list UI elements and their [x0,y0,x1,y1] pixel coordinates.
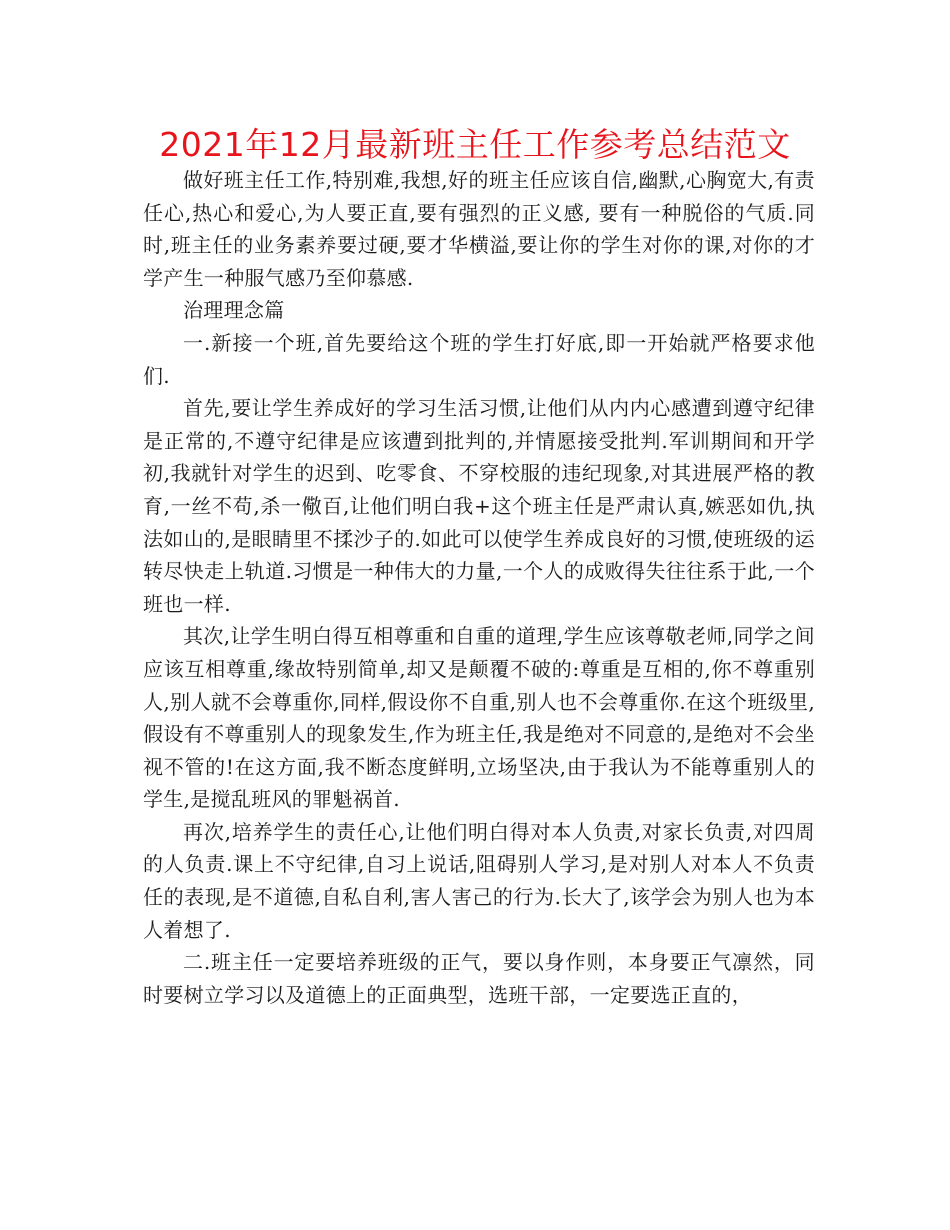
paragraph-point-two: 二.班主任一定要培养班级的正气，要以身作则，本身要正气凛然，同时要树立学习以及道德上的正面典型，选班干部，一定要选正直的， [143,950,815,1007]
paragraph-second: 其次,让学生明白得互相尊重和自重的道理,学生应该尊敬老师,同学之间应该互相尊重,缘故特别简单,却又是颠覆不破的:尊重是互相的,你不尊重别人,别人就不会尊重你,同样,假设你不自重,别人也不会尊重你.在这个班级里,假设有不尊重别人的现象发生,作为班主任,我是绝对不同意的,是绝对不会坐视不管的!在这方面,我不断态度鲜明,立场坚决,由于我认为不能尊重别人的学生,是搅乱班风的罪魁祸首. [143,624,815,812]
paragraph-first: 首先,要让学生养成好的学习生活习惯,让他们从内内心感遭到遵守纪律是正常的,不遵守纪律是应该遭到批判的,并情愿接受批判.军训期间和开学初,我就针对学生的迟到、吃零食、不穿校服的违纪现象,对其进展严格的教育,一丝不苟,杀一儆百,让他们明白我+这个班主任是严肃认真,嫉恶如仇,执法如山的,是眼睛里不揉沙子的.如此可以使学生养成良好的习惯,使班级的运转尽快走上轨道.习惯是一种伟大的力量,一个人的成败得失往往系于此,一个班也一样. [143,396,815,616]
paragraph-intro: 做好班主任工作,特别难,我想,好的班主任应该自信,幽默,心胸宽大,有责任心,热心和爱心,为人要正直,要有强烈的正义感, 要有一种脱俗的气质.同时,班主任的业务素养要过硬,要才华横溢,要让你的学生对你的课,对你的才学产生一种服气感乃至仰慕感. [143,168,815,290]
document-body [143,164,815,1011]
document-title: 2021年12月最新班主任工作参考总结范文 [159,125,791,164]
paragraph-point-one: 一.新接一个班,首先要给这个班的学生打好底,即一开始就严格要求他们. [143,330,815,388]
section-heading: 治理理念篇 [183,298,285,323]
paragraph-third: 再次,培养学生的责任心,让他们明白得对本人负责,对家长负责,对四周的人负责.课上不守纪律,自习上说话,阻碍别人学习,是对别人对本人不负责任的表现,是不道德,自私自利,害人害己的行为.长大了,该学会为别人也为本人着想了. [143,819,815,942]
